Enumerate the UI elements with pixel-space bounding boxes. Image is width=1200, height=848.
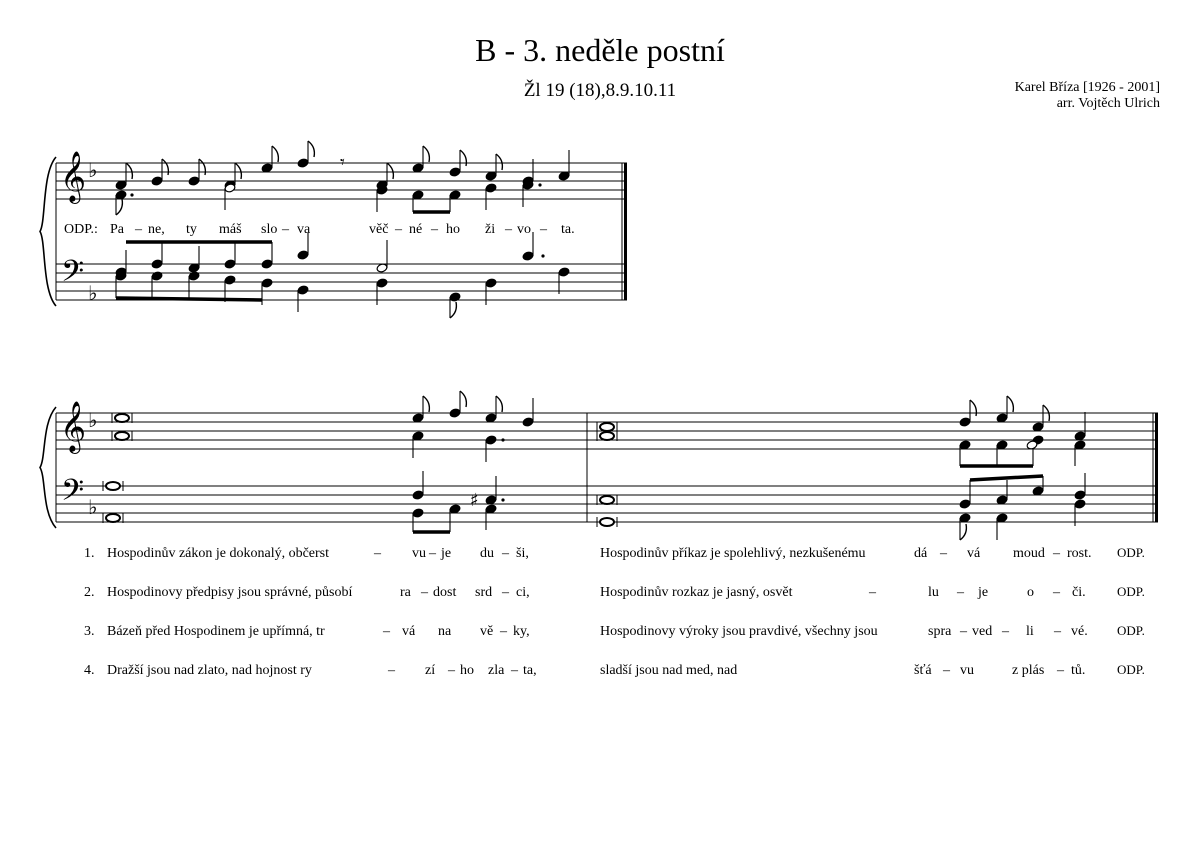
system-brace xyxy=(40,157,56,306)
verse-syllable: ho xyxy=(460,663,474,678)
verse-syllable: o xyxy=(1027,585,1034,600)
lyric-syllable: né xyxy=(409,222,423,237)
lyric-syllable: věč xyxy=(369,222,389,237)
verse-syllable: ra xyxy=(400,585,411,600)
verse-3 xyxy=(84,623,1145,639)
verse-syllable: – xyxy=(1053,585,1060,600)
note-flag xyxy=(423,146,429,162)
notehead xyxy=(522,417,534,427)
verse-syllable: vé. xyxy=(1071,624,1088,639)
verse-1 xyxy=(84,545,1145,561)
notehead xyxy=(558,267,570,277)
notehead xyxy=(261,278,273,288)
notehead xyxy=(1074,499,1086,509)
lyric-syllable: Pa xyxy=(110,222,124,237)
staff-lines xyxy=(56,163,1158,522)
notes xyxy=(103,141,1086,540)
lyric-syllable: máš xyxy=(219,222,242,237)
notehead xyxy=(485,435,497,445)
verse-syllable: je xyxy=(441,546,452,561)
key-flat-icon: ♭ xyxy=(88,408,98,432)
verse-syllable: – xyxy=(940,546,947,561)
whole-note xyxy=(600,518,614,526)
composer-credit: Karel Bříza [1926 - 2001] xyxy=(1014,80,1160,95)
verse-syllable: – xyxy=(383,624,390,639)
verse-syllable: srd xyxy=(475,585,493,600)
beam xyxy=(116,298,262,300)
final-barline-thick xyxy=(624,163,627,300)
verse-syllable: – xyxy=(1002,624,1009,639)
notehead xyxy=(151,271,163,281)
system-brace xyxy=(40,407,56,528)
verse-syllable: vá xyxy=(402,624,416,639)
augmentation-dot xyxy=(541,254,544,257)
whole-note xyxy=(115,414,129,422)
key-flat-icon: ♭ xyxy=(88,495,98,519)
whole-note xyxy=(106,482,120,490)
bass-clef-icon: 𝄢 xyxy=(61,255,85,296)
response-label: ODP.: xyxy=(64,222,98,237)
notehead xyxy=(412,490,424,500)
lyric-syllable: ne, xyxy=(148,222,165,237)
note-flag xyxy=(126,163,132,179)
verse-syllable: ši, xyxy=(516,546,529,561)
whole-note xyxy=(600,432,614,440)
arranger-credit: arr. Vojtěch Ulrich xyxy=(1056,96,1160,111)
verse-syllable: vu xyxy=(960,663,974,678)
verse-text: Bázeň před Hospodinem je upřímná, tr xyxy=(107,624,325,639)
lyric-syllable: – xyxy=(395,222,402,237)
note-flag xyxy=(162,159,168,175)
verse-response-marker: ODP. xyxy=(1117,623,1145,638)
verse-syllable: – xyxy=(429,546,436,561)
verse-text: Hospodinův zákon je dokonalý, občerst xyxy=(107,546,330,561)
lyric-syllable: – xyxy=(135,222,142,237)
notehead xyxy=(449,167,461,177)
lyric-syllable: va xyxy=(297,222,311,237)
verse-syllable: du xyxy=(480,546,494,561)
verse-syllable: – xyxy=(957,585,964,600)
verse-syllable: moud xyxy=(1013,546,1045,561)
notehead xyxy=(412,508,424,518)
verse-syllable: – xyxy=(869,585,876,600)
verse-syllable: – xyxy=(374,546,381,561)
system-brackets xyxy=(40,157,56,528)
notehead xyxy=(449,292,461,302)
verse-syllable: zí xyxy=(425,663,436,678)
augmentation-dot xyxy=(501,498,504,501)
verse-number: 3. xyxy=(84,624,95,639)
notehead xyxy=(297,285,309,295)
verse-number: 4. xyxy=(84,663,95,678)
whole-note xyxy=(600,496,614,504)
note-flag xyxy=(496,396,502,412)
verse-syllable: šťá xyxy=(914,663,932,678)
note-flag xyxy=(308,141,314,157)
verse-syllable: – xyxy=(960,624,967,639)
verse-syllable: dá xyxy=(914,546,928,561)
verse-syllable: ved xyxy=(972,624,993,639)
verse-syllable: – xyxy=(1053,546,1060,561)
augmentation-dot xyxy=(130,193,133,196)
note-flag xyxy=(199,159,205,175)
note-flag xyxy=(460,150,466,166)
verse-text: Hospodinovy předpisy jsou správné, působí xyxy=(107,585,353,600)
verse-syllable: – xyxy=(448,663,455,678)
notehead xyxy=(151,176,163,186)
verse-syllable: vá xyxy=(967,546,981,561)
treble-clef-icon: 𝄞 xyxy=(60,401,87,452)
verse-2 xyxy=(84,584,1145,600)
lyric-syllable: vo xyxy=(517,222,531,237)
verse-syllable: ci, xyxy=(516,585,530,600)
verse-syllable: ky, xyxy=(513,624,530,639)
eighth-rest-icon: 𝄾 xyxy=(340,152,345,173)
verse-syllable: vu xyxy=(412,546,426,561)
notehead xyxy=(151,259,163,269)
lyric-syllable: – xyxy=(505,222,512,237)
verse-syllable: tů. xyxy=(1071,663,1086,678)
verse-syllable: na xyxy=(438,624,452,639)
notehead xyxy=(485,278,497,288)
verse-syllable: či. xyxy=(1072,585,1086,600)
notehead xyxy=(261,259,273,269)
sharp-icon: ♯ xyxy=(470,490,479,511)
beam xyxy=(970,476,1043,480)
verse-syllable: lu xyxy=(928,585,939,600)
notehead xyxy=(297,158,309,168)
verse-syllable: – xyxy=(421,585,428,600)
treble-clef-icon: 𝄞 xyxy=(60,151,87,202)
verse-syllable: rost. xyxy=(1067,546,1092,561)
notehead xyxy=(959,417,971,427)
note-flag xyxy=(1007,396,1013,412)
note-flag xyxy=(960,524,966,540)
verse-syllable: – xyxy=(1057,663,1064,678)
lyric-syllable: ži xyxy=(485,222,496,237)
psalm-reference: Žl 19 (18),8.9.10.11 xyxy=(523,80,677,101)
verse-text: Hospodinovy výroky jsou pravdivé, všechny jsou xyxy=(600,624,878,639)
beams xyxy=(116,212,1043,532)
whole-note xyxy=(106,514,120,522)
note-flag xyxy=(496,154,502,170)
verse-text: Dražší jsou nad zlato, nad hojnost ry xyxy=(107,663,312,678)
verse-text: Hospodinův příkaz je spolehlivý, nezkušenému xyxy=(600,546,866,561)
lyric-syllable: ta. xyxy=(561,222,575,237)
augmentation-dot xyxy=(501,438,504,441)
verse-syllable: – xyxy=(388,663,395,678)
augmentation-dot xyxy=(538,183,541,186)
lyric-syllable: slo xyxy=(261,222,278,237)
verse-syllable: zla xyxy=(488,663,505,678)
notehead xyxy=(297,250,309,260)
notehead xyxy=(188,176,200,186)
verse-syllable: – xyxy=(502,546,509,561)
notehead xyxy=(188,271,200,281)
notehead xyxy=(224,259,236,269)
notehead xyxy=(959,499,971,509)
verse-syllable: – xyxy=(943,663,950,678)
verse-syllable: je xyxy=(978,585,989,600)
verse-text: Hospodinův rozkaz je jasný, osvět xyxy=(600,585,793,600)
verse-syllable: – xyxy=(502,585,509,600)
note-flag xyxy=(970,400,976,416)
verse-4 xyxy=(84,662,1145,678)
note-flag xyxy=(235,163,241,179)
notehead xyxy=(485,183,497,193)
verse-syllable: – xyxy=(1054,624,1061,639)
bass-clef-icon: 𝄢 xyxy=(61,474,85,515)
note-flag xyxy=(272,146,278,162)
key-flat-icon: ♭ xyxy=(88,281,98,305)
verse-syllable: vě xyxy=(480,624,494,639)
verse-syllable: ta, xyxy=(523,663,537,678)
note-flag xyxy=(387,163,393,179)
note-flag xyxy=(450,302,456,318)
notehead xyxy=(1074,490,1086,500)
response-lyrics xyxy=(64,222,575,237)
note-flag xyxy=(423,396,429,412)
page-title: B - 3. neděle postní xyxy=(475,32,725,68)
verse-text: sladší jsou nad med, nad xyxy=(600,663,738,678)
barlines xyxy=(587,163,1158,522)
verse-response-marker: ODP. xyxy=(1117,662,1145,677)
verse-syllable: – xyxy=(500,624,507,639)
notehead xyxy=(522,251,534,261)
lyric-syllable: – xyxy=(282,222,289,237)
notehead xyxy=(376,278,388,288)
whole-note xyxy=(115,432,129,440)
verse-number: 1. xyxy=(84,546,95,561)
notehead xyxy=(449,408,461,418)
lyric-syllable: ho xyxy=(446,222,460,237)
key-flat-icon: ♭ xyxy=(88,158,98,182)
final-barline-thick xyxy=(1155,413,1158,522)
lyric-syllable: ty xyxy=(186,222,197,237)
clefs xyxy=(60,151,479,519)
verse-syllable: z plás xyxy=(1012,663,1045,678)
verse-syllable: – xyxy=(511,663,518,678)
verse-response-marker: ODP. xyxy=(1117,545,1145,560)
verse-syllable: dost xyxy=(433,585,457,600)
whole-note xyxy=(600,423,614,431)
note-flag xyxy=(460,391,466,407)
notehead xyxy=(224,275,236,285)
verse-number: 2. xyxy=(84,585,95,600)
verse-syllable: spra xyxy=(928,624,952,639)
note-flag xyxy=(116,199,122,215)
verse-response-marker: ODP. xyxy=(1117,584,1145,599)
lyric-syllable: – xyxy=(540,222,547,237)
lyric-syllable: – xyxy=(431,222,438,237)
verse-syllable: li xyxy=(1026,624,1034,639)
